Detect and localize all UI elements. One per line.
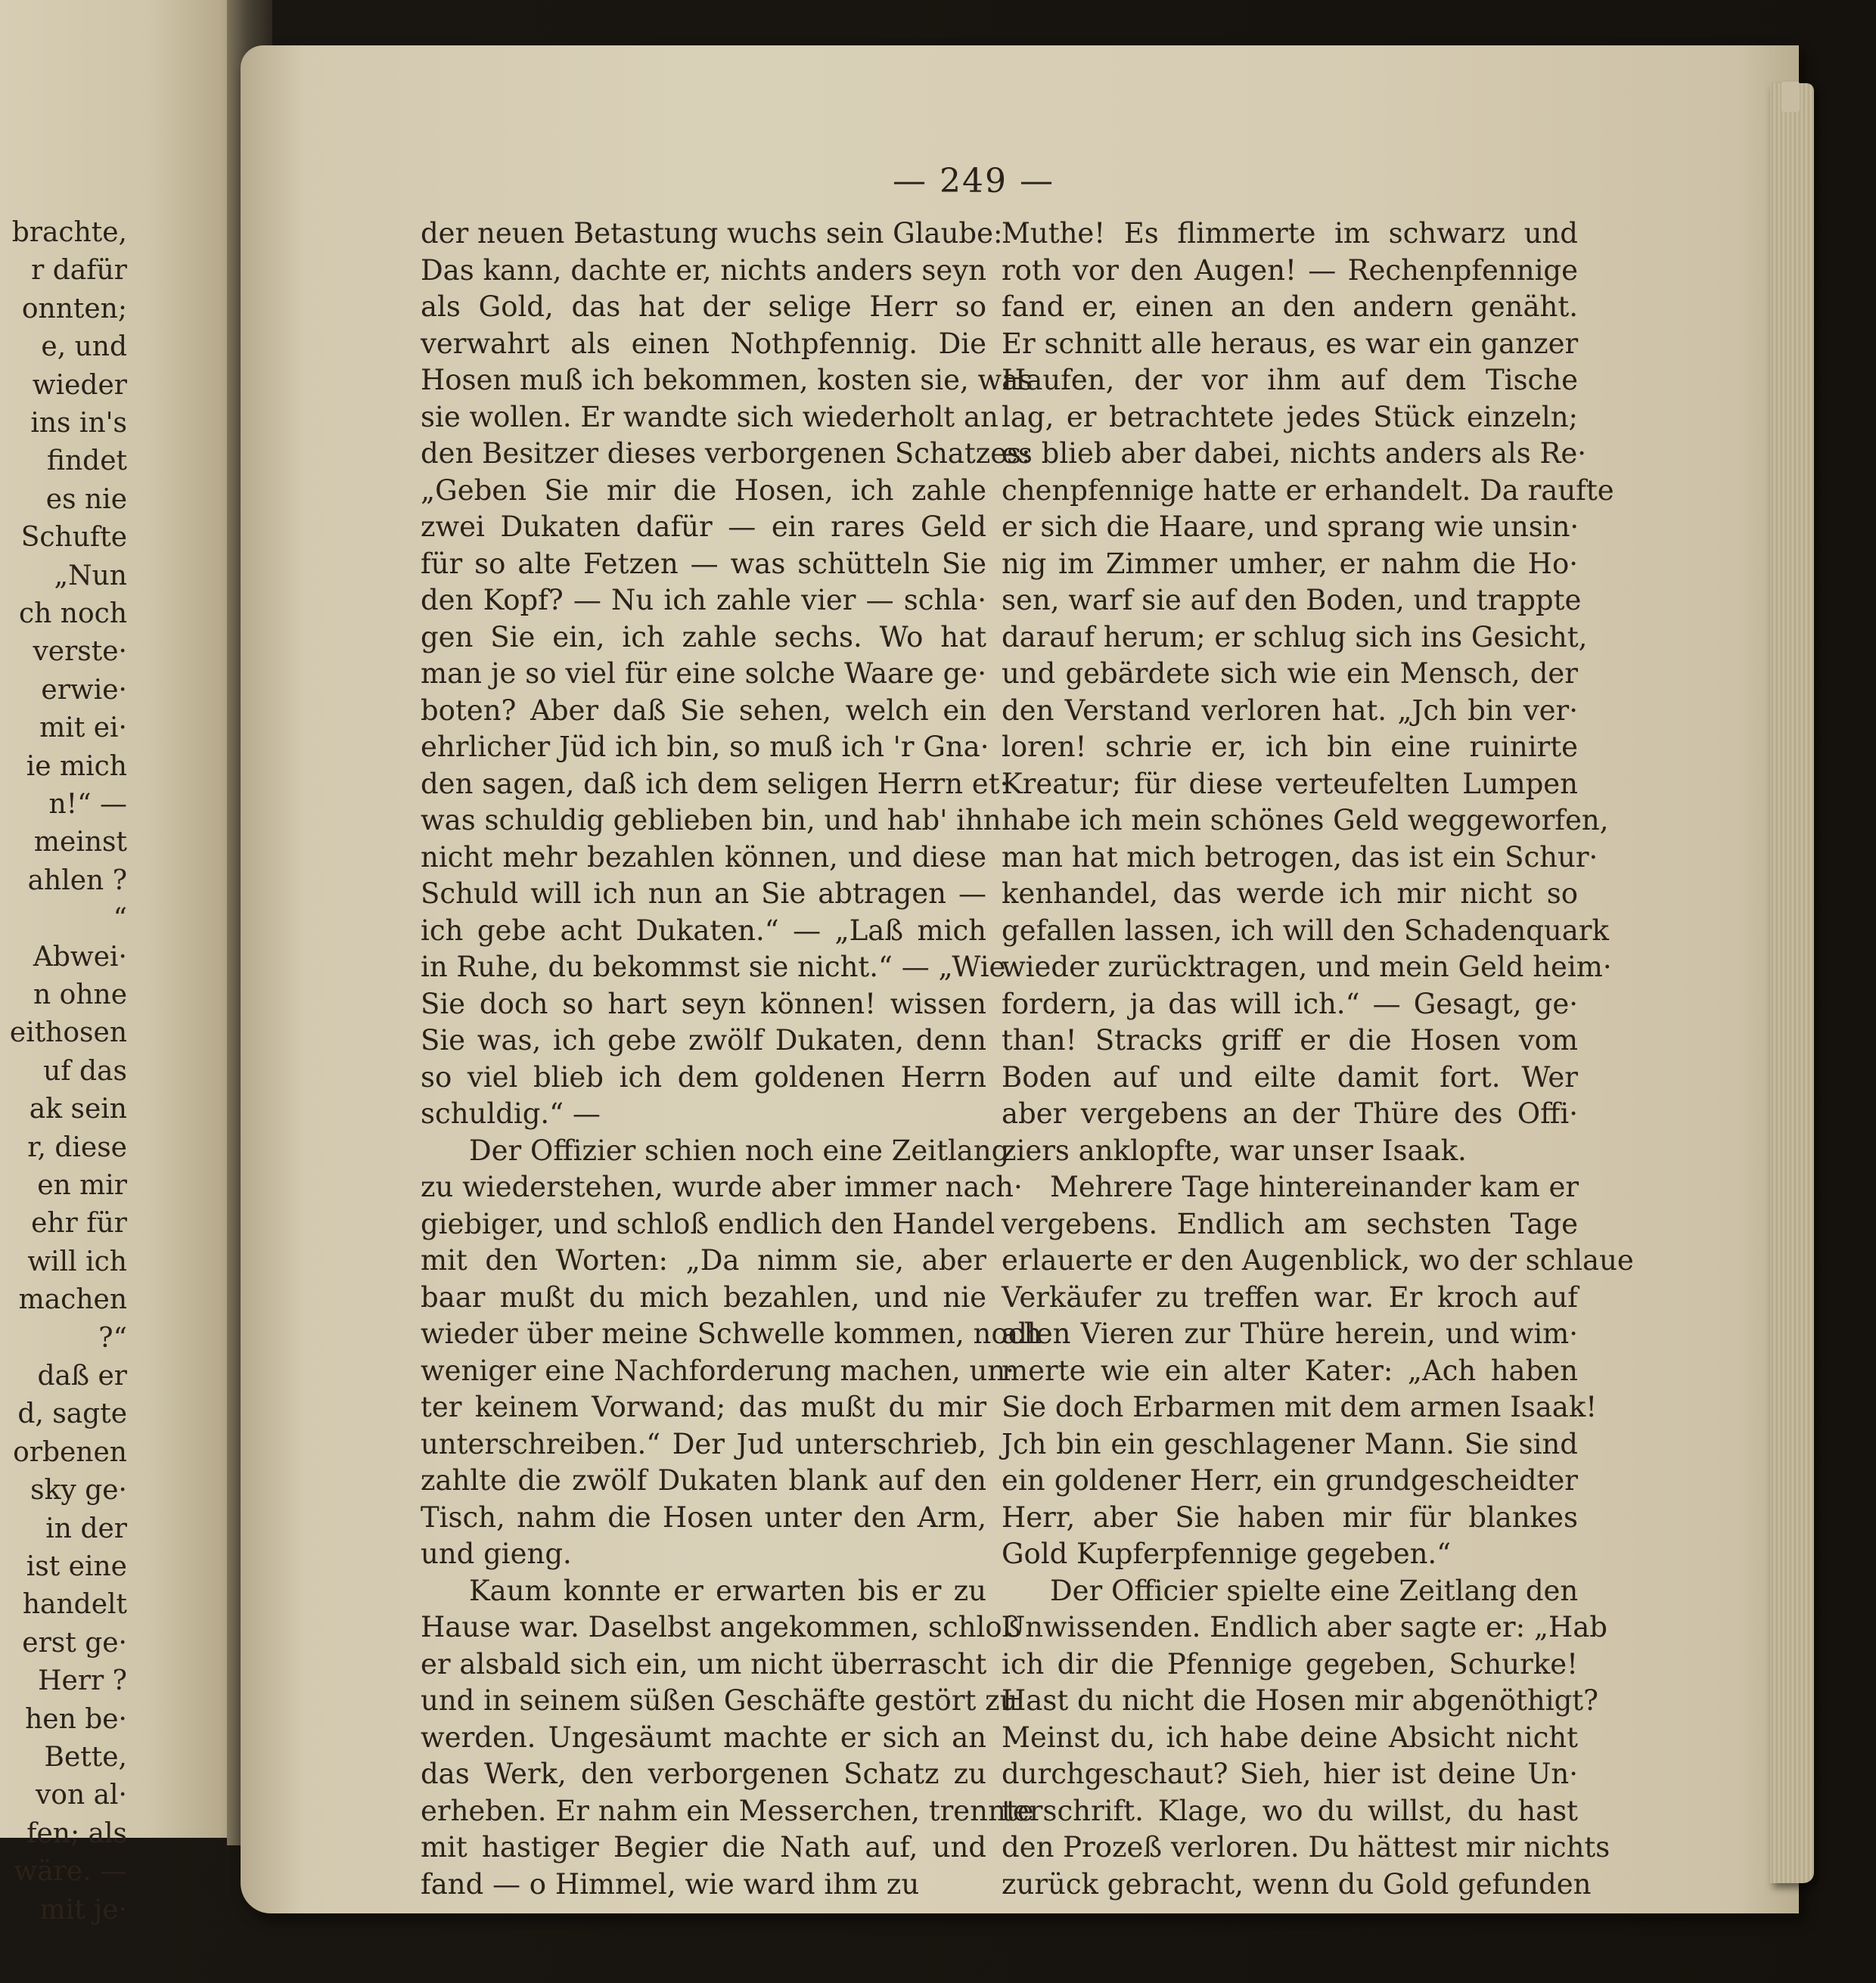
text-line: Muthe! Es flimmerte im schwarz und bbox=[1002, 217, 1578, 250]
left-page-fragment-line: d, sagte bbox=[17, 1398, 127, 1429]
text-line: Boden auf und eilte damit fort. Wer bbox=[1002, 1061, 1578, 1094]
left-page-fragment-line: ak sein bbox=[29, 1094, 127, 1125]
left-page-fragment-line: verste· bbox=[33, 636, 127, 667]
left-page-fragment-line: ?“ bbox=[98, 1323, 127, 1354]
text-line: verwahrt als einen Nothpfennig. Die bbox=[421, 327, 986, 360]
left-page-fragment-line: en mir bbox=[37, 1170, 127, 1201]
text-line: zahlte die zwölf Dukaten blank auf den bbox=[421, 1464, 986, 1497]
text-line: und in seinem süßen Geschäfte gestört zu bbox=[421, 1684, 1018, 1717]
text-line: ich dir die Pfennige gegeben, Schurke! bbox=[1002, 1648, 1578, 1680]
text-line: roth vor den Augen! — Rechenpfennige bbox=[1002, 254, 1578, 287]
text-line: unterschreiben.“ Der Jud unterschrieb, bbox=[421, 1428, 986, 1460]
text-line: boten? Aber daß Sie sehen, welch ein bbox=[421, 694, 986, 727]
text-line: in Ruhe, du bekommst sie nicht.“ — „Wie bbox=[421, 951, 1006, 983]
left-page-fragment-line: brachte, bbox=[11, 217, 127, 248]
text-line: Herr, aber Sie haben mir für blankes bbox=[1002, 1501, 1578, 1534]
left-page-fragment-line: es nie bbox=[45, 484, 127, 515]
text-line: durchgeschaut? Sieh, hier ist deine Un· bbox=[1002, 1758, 1578, 1790]
left-page-fragment-line: onnten; bbox=[21, 293, 127, 324]
text-line: wieder über meine Schwelle kommen, noch bbox=[421, 1317, 1042, 1350]
text-line: er alsbald sich ein, um nicht überrascht bbox=[421, 1648, 987, 1680]
text-line: Kreatur; für diese verteufelten Lumpen bbox=[1002, 768, 1578, 800]
text-line: kenhandel, das werde ich mir nicht so bbox=[1002, 877, 1578, 910]
text-line: Gold Kupferpfennige gegeben.“ bbox=[1002, 1538, 1452, 1570]
text-line: Sie doch Erbarmen mit dem armen Isaak! bbox=[1002, 1391, 1598, 1423]
text-line: sie wollen. Er wandte sich wiederholt an bbox=[421, 401, 999, 433]
left-page-fragment-line: Herr ? bbox=[38, 1665, 127, 1696]
text-line: Verkäufer zu treffen war. Er kroch auf bbox=[1002, 1281, 1578, 1314]
text-line: den Besitzer dieses verborgenen Schatzes: bbox=[421, 437, 1031, 470]
text-line: giebiger, und schloß endlich den Handel bbox=[421, 1208, 995, 1240]
text-line: Sie was, ich gebe zwölf Dukaten, denn bbox=[421, 1024, 986, 1057]
left-page-fragment-line: r dafür bbox=[31, 255, 127, 286]
text-line: man je so viel für eine solche Waare ge· bbox=[421, 657, 986, 690]
left-page-fragment-line: handelt bbox=[22, 1589, 127, 1620]
text-line: so viel blieb ich dem goldenen Herrn bbox=[421, 1061, 986, 1094]
text-line: ter keinem Vorwand; das mußt du mir bbox=[421, 1391, 986, 1423]
left-page-fragment-line: eithosen bbox=[9, 1017, 127, 1048]
text-line: was schuldig geblieben bin, und hab' ihn bbox=[421, 804, 1002, 836]
text-line: der neuen Betastung wuchs sein Glaube: bbox=[421, 217, 1003, 250]
text-line: merte wie ein alter Kater: „Ach haben bbox=[1002, 1355, 1578, 1387]
left-page-fragment-line: hen be· bbox=[25, 1704, 127, 1735]
text-line: ein goldener Herr, ein grundgescheidter bbox=[1002, 1464, 1578, 1497]
text-line: erheben. Er nahm ein Messerchen, trennte bbox=[421, 1795, 1034, 1827]
left-page-fragment-line: “ bbox=[113, 903, 127, 934]
text-line: es blieb aber dabei, nichts anders als Re· bbox=[1002, 437, 1587, 470]
left-page-fragment-line: fen; als bbox=[26, 1818, 127, 1849]
text-line: gefallen lassen, ich will den Schadenquark bbox=[1002, 914, 1609, 947]
text-line: zurück gebracht, wenn du Gold gefunden bbox=[1002, 1868, 1592, 1901]
left-page-fragment-line: mit je· bbox=[39, 1895, 127, 1926]
text-line: Schuld will ich nun an Sie abtragen — bbox=[421, 877, 986, 910]
text-line: ehrlicher Jüd ich bin, so muß ich 'r Gna· bbox=[421, 731, 989, 763]
text-line: den Verstand verloren hat. „Jch bin ver· bbox=[1002, 694, 1578, 727]
left-page-fragment-line: Schufte bbox=[20, 522, 127, 553]
text-line: fand er, einen an den andern genäht. bbox=[1002, 290, 1578, 323]
text-line: Der Offizier schien noch eine Zeitlang bbox=[469, 1134, 1010, 1167]
left-page-fragment-line: will ich bbox=[27, 1246, 127, 1277]
text-line: chenpfennige hatte er erhandelt. Da raufte bbox=[1002, 474, 1614, 507]
left-page-fragment-line: ist eine bbox=[26, 1551, 127, 1582]
text-line: man hat mich betrogen, das ist ein Schur· bbox=[1002, 841, 1598, 874]
page-tab bbox=[1781, 82, 1800, 112]
text-line: than! Stracks griff er die Hosen vom bbox=[1002, 1024, 1578, 1057]
text-line: erlauerte er den Augenblick, wo der schlaue bbox=[1002, 1244, 1634, 1277]
left-page-fragment-line: von al· bbox=[35, 1780, 127, 1811]
text-line: Haufen, der vor ihm auf dem Tische bbox=[1002, 364, 1578, 396]
text-line: Kaum konnte er erwarten bis er zu bbox=[469, 1575, 986, 1607]
page-edges bbox=[1770, 83, 1814, 1883]
text-line: nig im Zimmer umher, er nahm die Ho· bbox=[1002, 548, 1578, 580]
text-line: baar mußt du mich bezahlen, und nie bbox=[421, 1281, 986, 1314]
left-page-fragment-line: sky ge· bbox=[30, 1475, 127, 1506]
text-line: lag, er betrachtete jedes Stück einzeln; bbox=[1002, 401, 1578, 433]
left-page-fragment-line: mit ei· bbox=[39, 712, 127, 743]
text-line: werden. Ungesäumt machte er sich an bbox=[421, 1721, 986, 1754]
text-line: mit den Worten: „Da nimm sie, aber bbox=[421, 1244, 986, 1277]
text-line: den Prozeß verloren. Du hättest mir nichts bbox=[1002, 1831, 1610, 1864]
text-line: Hast du nicht die Hosen mir abgenöthigt? bbox=[1002, 1684, 1598, 1717]
text-line: Unwissenden. Endlich aber sagte er: „Hab bbox=[1002, 1611, 1607, 1643]
left-page-fragment-line: uf das bbox=[43, 1056, 127, 1087]
text-line: fordern, ja das will ich.“ — Gesagt, ge· bbox=[1002, 988, 1578, 1020]
text-line: ziers anklopfte, war unser Isaak. bbox=[1002, 1134, 1467, 1167]
text-line: für so alte Fetzen — was schütteln Sie bbox=[421, 548, 986, 580]
left-page-fragment-line: n!“ — bbox=[48, 789, 127, 820]
text-line: sen, warf sie auf den Boden, und trappte bbox=[1002, 584, 1582, 616]
text-line: nicht mehr bezahlen können, und diese bbox=[421, 841, 986, 874]
text-line: schuldig.“ — bbox=[421, 1097, 601, 1130]
text-line: gen Sie ein, ich zahle sechs. Wo hat bbox=[421, 621, 986, 653]
left-page-fragment-line: ins in's bbox=[30, 408, 127, 439]
text-line: habe ich mein schönes Geld weggeworfen, bbox=[1002, 804, 1609, 836]
text-line: den sagen, daß ich dem seligen Herrn et· bbox=[421, 768, 1009, 800]
left-page-fragment-line: orbenen bbox=[13, 1437, 127, 1468]
text-line: „Geben Sie mir die Hosen, ich zahle bbox=[421, 474, 986, 507]
text-line: Hosen muß ich bekommen, kosten sie, was bbox=[421, 364, 1033, 396]
left-page-fragment-line: Bette, bbox=[44, 1742, 127, 1773]
text-line: Hause war. Daselbst angekommen, schloß bbox=[421, 1611, 1021, 1643]
text-line: darauf herum; er schlug sich ins Gesicht, bbox=[1002, 621, 1588, 653]
text-line: Sie doch so hart seyn können! wissen bbox=[421, 988, 986, 1020]
left-page-fragment-line: erst ge· bbox=[22, 1628, 127, 1659]
text-line: Tisch, nahm die Hosen unter den Arm, bbox=[421, 1501, 986, 1534]
left-page-fragment-line: e, und bbox=[41, 331, 127, 362]
left-page-fragment-line: meinst bbox=[33, 827, 127, 858]
left-page-fragment-line: daß er bbox=[37, 1361, 127, 1392]
text-line: ich gebe acht Dukaten.“ — „Laß mich bbox=[421, 914, 986, 947]
left-page-fragment-line: r, diese bbox=[27, 1132, 127, 1163]
left-page-fragment-line: n ohne bbox=[33, 979, 127, 1010]
text-line: vergebens. Endlich am sechsten Tage bbox=[1002, 1208, 1578, 1240]
text-line: weniger eine Nachforderung machen, un· bbox=[421, 1355, 1014, 1387]
left-page-fragment-line: in der bbox=[45, 1513, 127, 1544]
page-number: — 249 — bbox=[893, 162, 1054, 200]
left-page-fragment-line: Abwei· bbox=[33, 942, 127, 973]
left-page-fragment-line: machen bbox=[18, 1284, 127, 1315]
left-page-fragment-line: ahlen ? bbox=[27, 865, 127, 896]
text-line: wieder zurücktragen, und mein Geld heim· bbox=[1002, 951, 1612, 983]
text-line: und gieng. bbox=[421, 1538, 572, 1570]
text-line: Meinst du, ich habe deine Absicht nicht bbox=[1002, 1721, 1578, 1754]
text-line: den Kopf? — Nu ich zahle vier — schla· bbox=[421, 584, 986, 616]
text-line: Er schnitt alle heraus, es war ein ganzer bbox=[1002, 327, 1579, 360]
text-line: terschrift. Klage, wo du willst, du hast bbox=[1002, 1795, 1578, 1827]
left-page-fragment-line: wieder bbox=[32, 370, 127, 401]
text-line: zwei Dukaten dafür — ein rares Geld bbox=[421, 510, 986, 543]
text-line: allen Vieren zur Thüre herein, und wim· bbox=[1002, 1317, 1578, 1350]
left-page-fragment-line: ie mich bbox=[26, 751, 127, 782]
text-line: Jch bin ein geschlagener Mann. Sie sind bbox=[1002, 1428, 1578, 1460]
text-line: das Werk, den verborgenen Schatz zu bbox=[421, 1758, 986, 1790]
text-line: fand — o Himmel, wie ward ihm zu bbox=[421, 1868, 920, 1901]
left-page-fragment-line: wäre. — bbox=[14, 1856, 127, 1887]
text-line: Das kann, dachte er, nichts anders seyn bbox=[421, 254, 986, 287]
text-line: mit hastiger Begier die Nath auf, und bbox=[421, 1831, 986, 1864]
text-line: als Gold, das hat der selige Herr so bbox=[421, 290, 986, 323]
text-line: Der Officier spielte eine Zeitlang den bbox=[1050, 1575, 1579, 1607]
text-line: loren! schrie er, ich bin eine ruinirte bbox=[1002, 731, 1578, 763]
left-page-fragment-line: ch noch bbox=[19, 598, 127, 629]
text-line: Mehrere Tage hintereinander kam er bbox=[1050, 1171, 1579, 1203]
left-page-fragment-line: ehr für bbox=[31, 1208, 127, 1239]
text-line: zu wiederstehen, wurde aber immer nach· bbox=[421, 1171, 1023, 1203]
text-line: aber vergebens an der Thüre des Offi· bbox=[1002, 1097, 1578, 1130]
left-page-fragment-line: findet bbox=[46, 445, 127, 476]
left-page-fragment-line: erwie· bbox=[41, 675, 127, 706]
text-line: er sich die Haare, und sprang wie unsin· bbox=[1002, 510, 1579, 543]
left-page-fragment-line: „Nun bbox=[54, 560, 127, 591]
text-line: und gebärdete sich wie ein Mensch, der bbox=[1002, 657, 1578, 690]
